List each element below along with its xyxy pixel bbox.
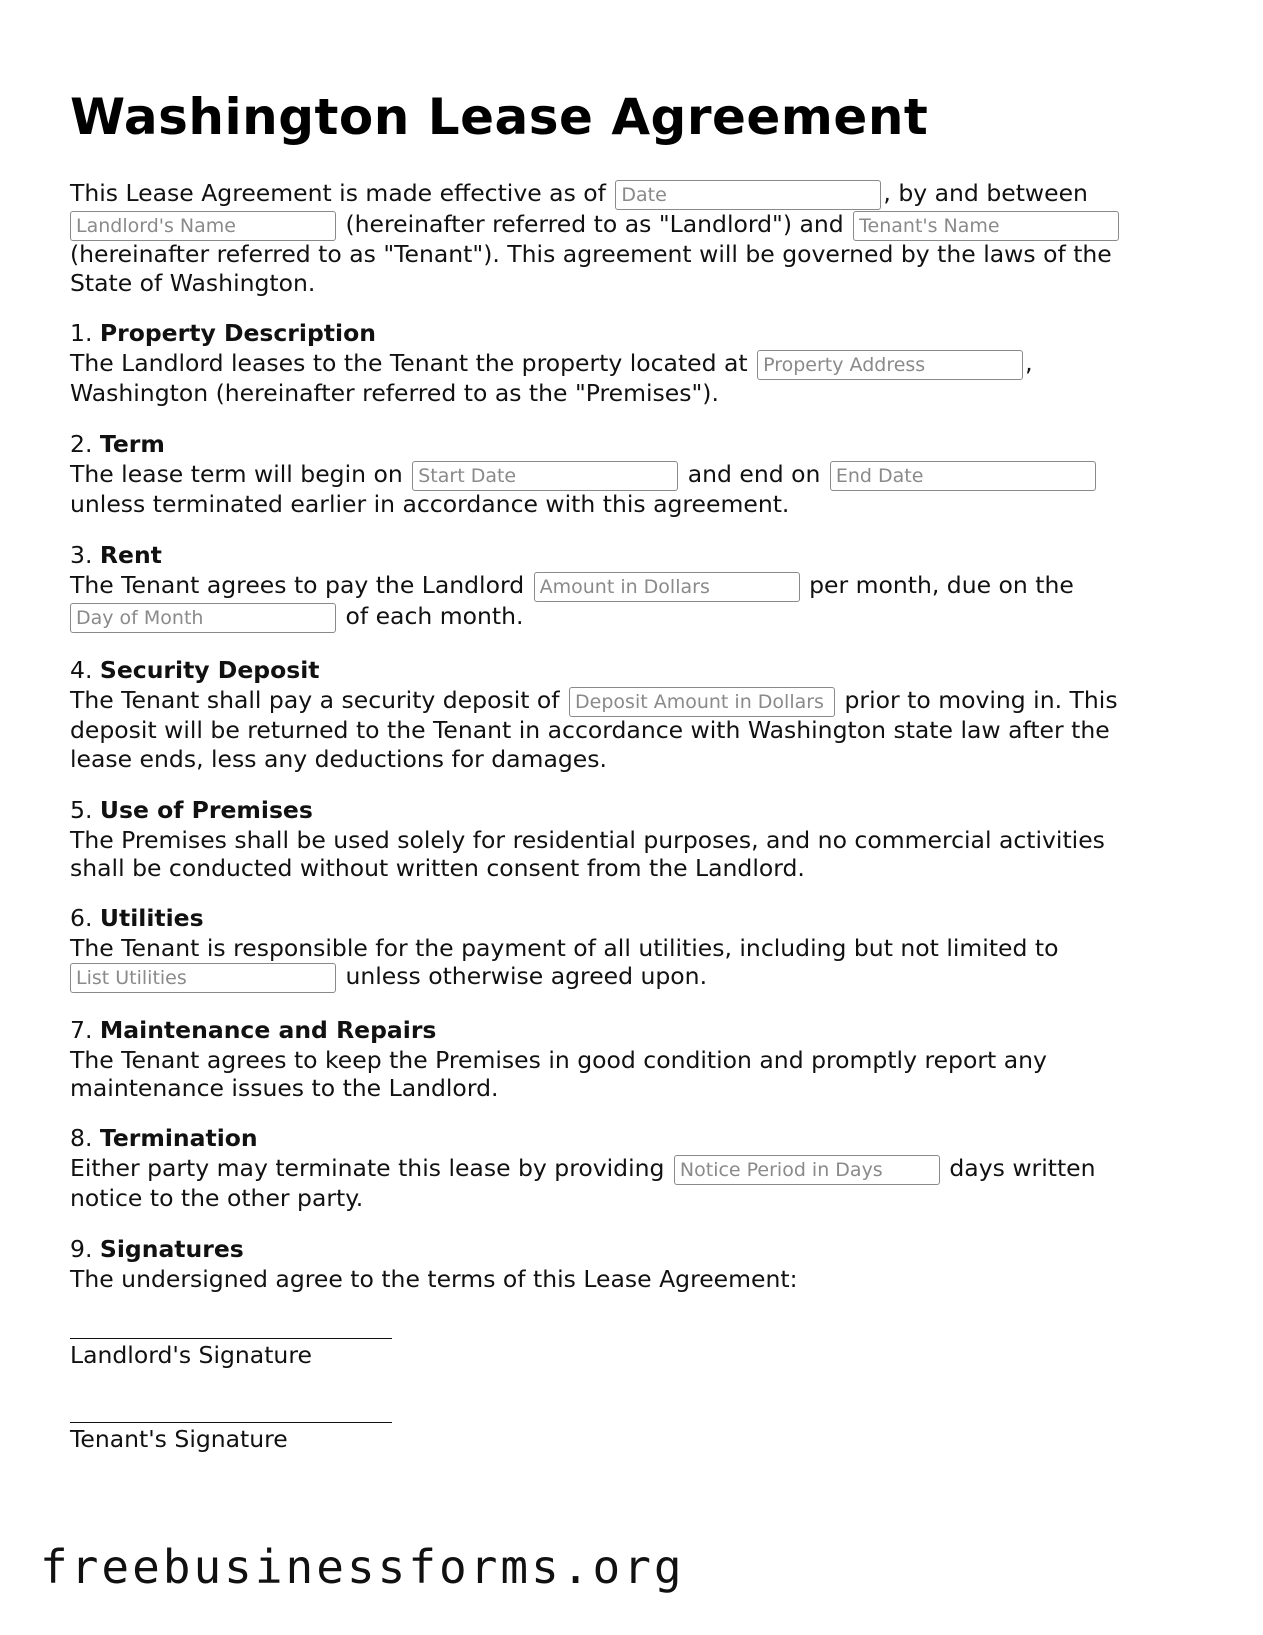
- section-heading: Rent: [99, 541, 162, 569]
- section-number: 1.: [70, 319, 100, 347]
- landlord-name-field[interactable]: [70, 211, 336, 241]
- section-heading: Property Description: [99, 319, 376, 347]
- section-text: Washington (hereinafter referred to as the "Premises").: [70, 379, 719, 407]
- deposit-amount-field[interactable]: [569, 687, 835, 717]
- section-utilities: [70, 903, 1200, 991]
- landlord-signature-label: Landlord's Signature: [70, 1341, 312, 1369]
- intro-text: This Lease Agreement is made effective as of: [70, 179, 614, 207]
- rent-amount-field[interactable]: [534, 572, 800, 602]
- section-text: The Tenant shall pay a security deposit of: [70, 686, 568, 714]
- watermark: freebusinessforms.org: [40, 1540, 685, 1594]
- section-text: The Tenant is responsible for the payment of all utilities, including but not limited to: [70, 934, 1059, 962]
- intro-text: (hereinafter referred to as "Tenant"). This agreement will be governed by the laws of the: [70, 240, 1112, 268]
- end-date-field[interactable]: [830, 461, 1096, 491]
- section-text: unless otherwise agreed upon.: [338, 962, 708, 990]
- utilities-field[interactable]: [70, 963, 336, 993]
- notice-period-field[interactable]: [674, 1155, 940, 1185]
- section-property-description: [70, 318, 1200, 408]
- section-text: Either party may terminate this lease by providing: [70, 1154, 672, 1182]
- section-heading: Termination: [99, 1124, 258, 1152]
- section-text: deposit will be returned to the Tenant in accordance with Washington state law after the: [70, 716, 1110, 744]
- section-heading: Term: [99, 430, 165, 458]
- section-text: maintenance issues to the Landlord.: [70, 1074, 499, 1102]
- section-text: lease ends, less any deductions for damages.: [70, 745, 607, 773]
- section-security-deposit: [70, 655, 1200, 773]
- section-number: 2.: [70, 430, 100, 458]
- section-text: The undersigned agree to the terms of this Lease Agreement:: [70, 1265, 798, 1293]
- section-number: 4.: [70, 656, 100, 684]
- tenant-name-field[interactable]: [853, 211, 1119, 241]
- section-heading: Use of Premises: [99, 796, 313, 824]
- page-title: Washington Lease Agreement: [70, 88, 929, 146]
- section-text: The Landlord leases to the Tenant the property located at: [70, 349, 756, 377]
- section-number: 9.: [70, 1235, 100, 1263]
- tenant-signature-label: Tenant's Signature: [70, 1425, 288, 1453]
- section-text: The Tenant agrees to pay the Landlord: [70, 571, 532, 599]
- intro-text: , by and between: [883, 179, 1088, 207]
- section-text: The lease term will begin on: [70, 460, 411, 488]
- property-address-field[interactable]: [757, 350, 1023, 380]
- section-text: per month, due on the: [801, 571, 1074, 599]
- section-text: The Tenant agrees to keep the Premises in good condition and promptly report any: [70, 1046, 1047, 1074]
- section-use-of-premises: [70, 795, 1200, 881]
- section-text: unless terminated earlier in accordance with this agreement.: [70, 490, 790, 518]
- section-maintenance: [70, 1015, 1200, 1101]
- section-text: ,: [1025, 349, 1033, 377]
- section-heading: Security Deposit: [99, 656, 320, 684]
- section-text: prior to moving in. This: [837, 686, 1118, 714]
- section-text: notice to the other party.: [70, 1184, 364, 1212]
- rent-day-field[interactable]: [70, 603, 336, 633]
- section-number: 8.: [70, 1124, 100, 1152]
- section-number: 7.: [70, 1016, 100, 1044]
- section-heading: Signatures: [99, 1235, 244, 1263]
- section-number: 5.: [70, 796, 100, 824]
- intro-paragraph: [70, 178, 1200, 297]
- section-text: of each month.: [338, 602, 524, 630]
- section-rent: [70, 540, 1200, 631]
- section-text: The Premises shall be used solely for residential purposes, and no commercial activities: [70, 826, 1105, 854]
- section-number: 6.: [70, 904, 100, 932]
- section-signatures: [70, 1234, 1200, 1294]
- tenant-signature-line[interactable]: [70, 1422, 392, 1423]
- section-text: and end on: [680, 460, 828, 488]
- start-date-field[interactable]: [412, 461, 678, 491]
- date-field[interactable]: [615, 180, 881, 210]
- intro-text: State of Washington.: [70, 269, 316, 297]
- section-number: 3.: [70, 541, 100, 569]
- section-text: shall be conducted without written consent from the Landlord.: [70, 854, 805, 882]
- section-term: [70, 429, 1200, 519]
- section-text: days written: [941, 1154, 1096, 1182]
- intro-text: (hereinafter referred to as "Landlord") and: [338, 210, 852, 238]
- landlord-signature-line[interactable]: [70, 1338, 392, 1339]
- section-heading: Utilities: [99, 904, 204, 932]
- section-heading: Maintenance and Repairs: [99, 1016, 437, 1044]
- section-termination: [70, 1123, 1200, 1213]
